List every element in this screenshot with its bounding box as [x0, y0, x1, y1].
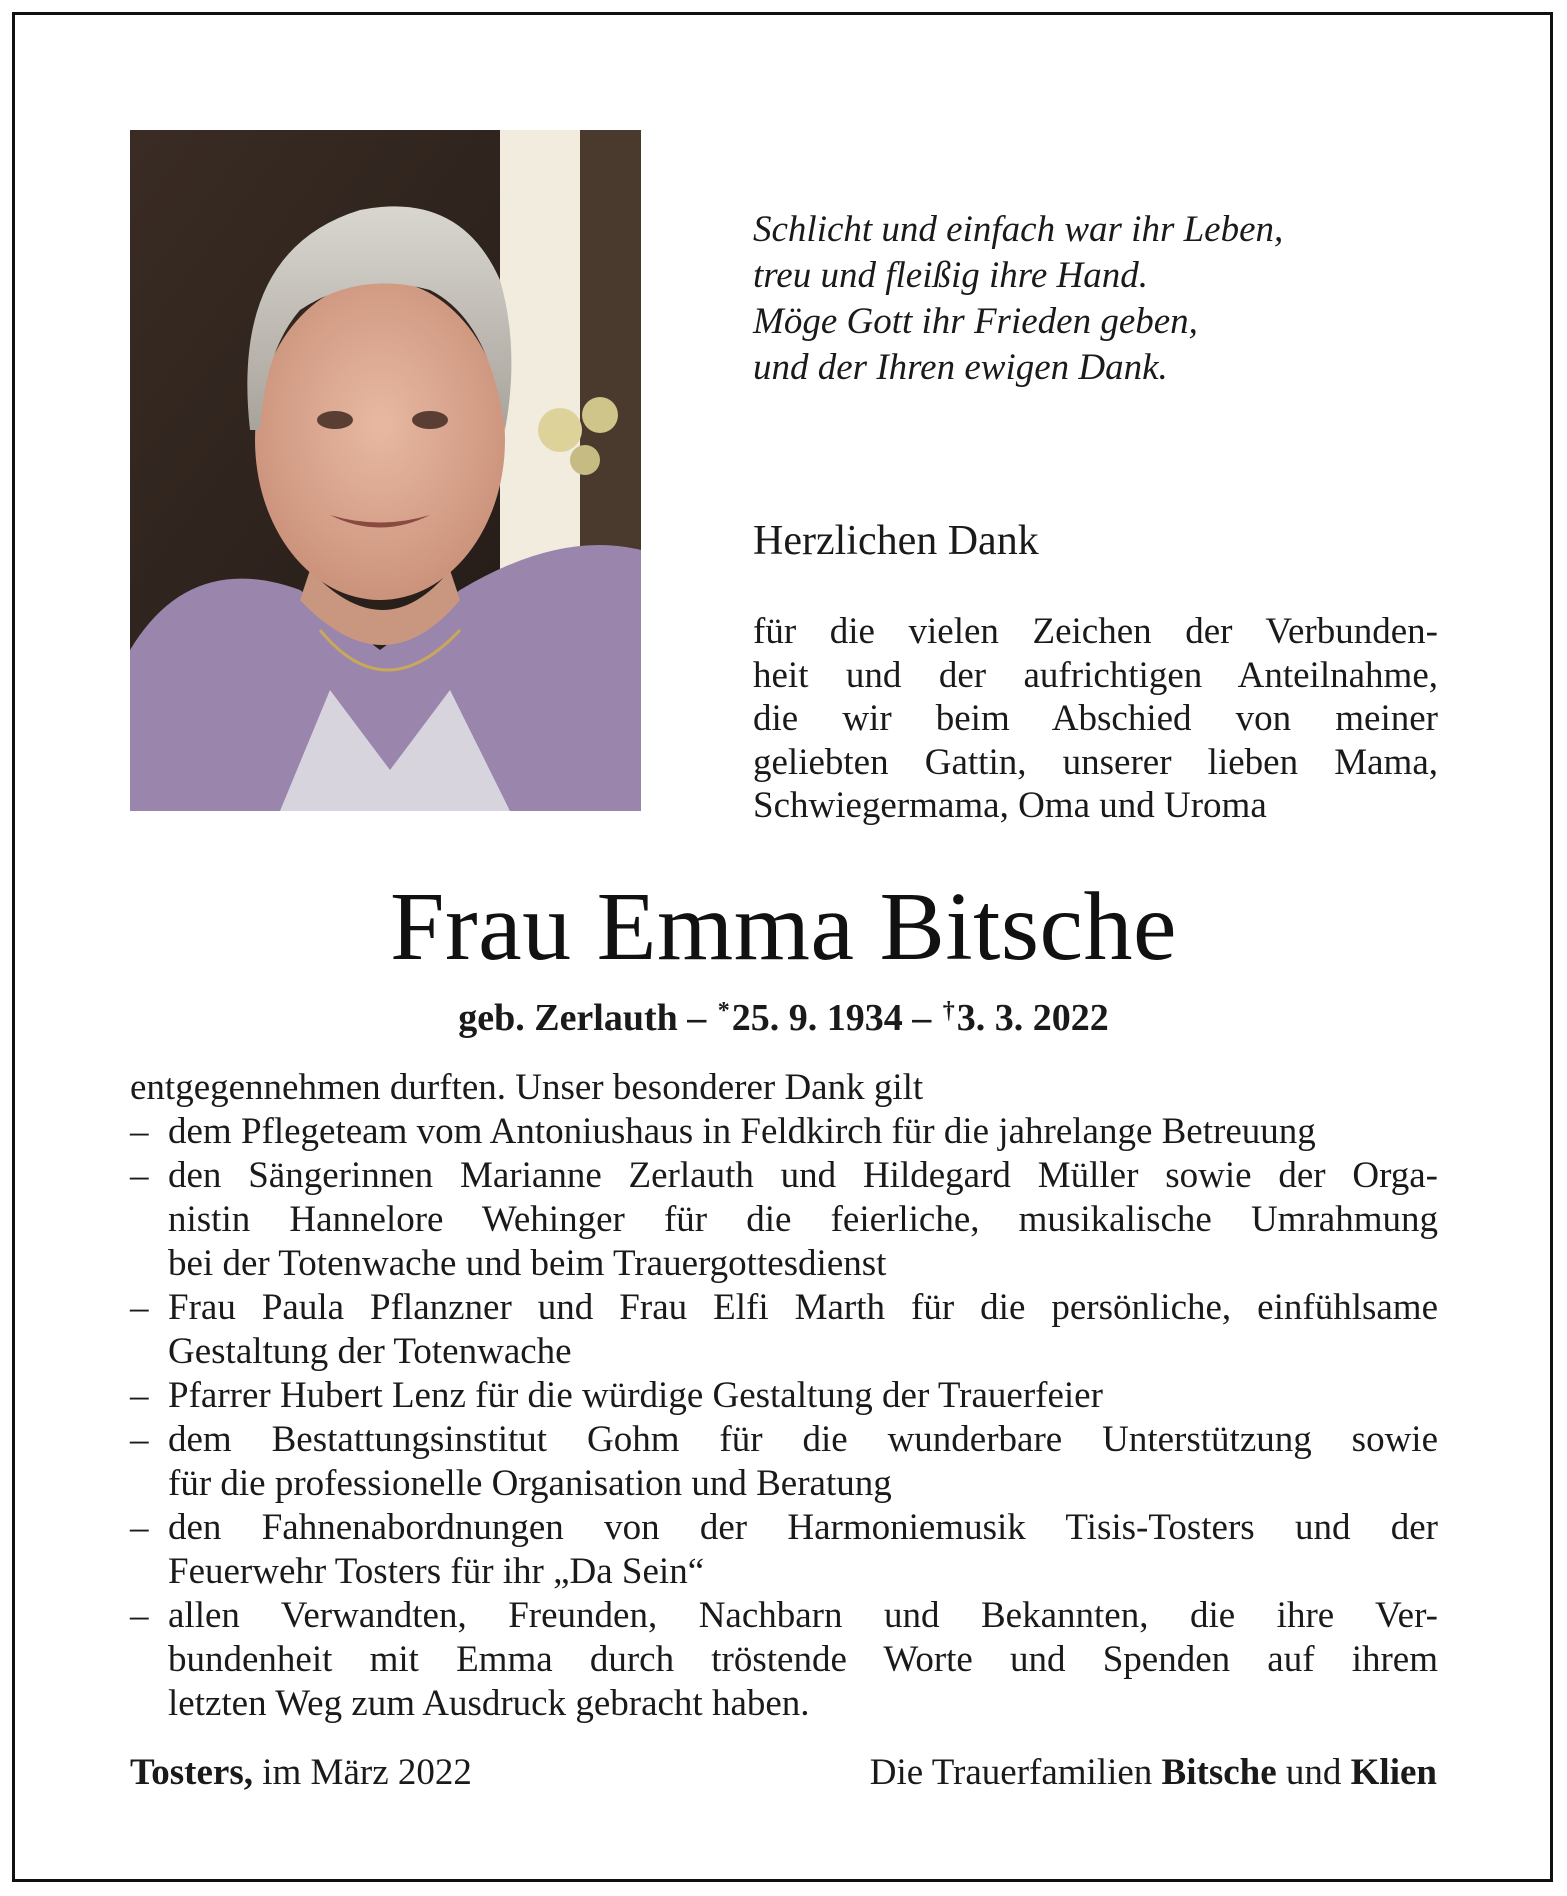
family-name: Bitsche [1161, 1752, 1277, 1793]
dash-bullet: – [130, 1287, 149, 1328]
list-item [130, 1286, 1438, 1374]
list-item-line: für die professionelle Organisation und Beratung [168, 1463, 892, 1504]
dash-bullet: – [130, 1375, 149, 1416]
list-item-line: Pfarrer Hubert Lenz für die würdige Gestaltung der Trauerfeier [168, 1375, 1103, 1416]
life-dates [0, 988, 1567, 1041]
thanks-list [130, 1066, 1438, 1726]
list-item [130, 1594, 1438, 1726]
list-item-line: den Fahnenabordnungen von der Harmoniemusik Tisis-Tosters und der [168, 1507, 1438, 1548]
list-item-line: Gestaltung der Totenwache [168, 1331, 572, 1372]
list-item-line: allen Verwandten, Freunden, Nachbarn und Bekannten, die ihre Ver- [168, 1595, 1438, 1636]
dash-bullet: – [130, 1111, 149, 1152]
poem-line: Schlicht und einfach war ihr Leben, [753, 209, 1284, 250]
list-item-line: den Sängerinnen Marianne Zerlauth und Hildegard Müller sowie der Orga- [168, 1155, 1438, 1196]
conjunction: und [1276, 1752, 1351, 1793]
thanks-line: Schwiegermama, Oma und Uroma [753, 785, 1267, 826]
portrait-photo [130, 130, 641, 811]
poem-line: und der Ihren ewigen Dank. [753, 347, 1168, 388]
separator: – [902, 997, 941, 1039]
thanks-line: heit und der aufrichtigen Anteilnahme, [753, 654, 1438, 696]
place-date [130, 1750, 472, 1796]
thanks-line: die wir beim Abschied von meiner [753, 698, 1438, 739]
list-item [130, 1418, 1438, 1506]
thanks-line: geliebten Gattin, unserer lieben Mama, [753, 741, 1438, 783]
death-date: 3. 3. 2022 [956, 997, 1109, 1039]
list-item [130, 1506, 1438, 1594]
deceased-name: Frau Emma Bitsche [390, 873, 1177, 981]
list-item-line: Feuerwehr Tosters für ihr „Da Sein“ [168, 1551, 705, 1592]
thanks-line: für die vielen Zeichen der Verbunden- [753, 611, 1438, 652]
list-item-line: bei der Totenwache und beim Trauergottesdienst [168, 1243, 887, 1284]
list-intro: entgegennehmen durften. Unser besonderer Dank gilt [130, 1067, 924, 1108]
poem-line: treu und fleißig ihre Hand. [753, 255, 1148, 296]
birth-symbol: * [717, 998, 730, 1024]
list-item [130, 1110, 1438, 1154]
dash-bullet: – [130, 1595, 149, 1636]
families-prefix: Die Trauerfamilien [869, 1752, 1162, 1793]
dash-bullet: – [130, 1507, 149, 1548]
family-name: Klien [1350, 1752, 1437, 1793]
dash-bullet: – [130, 1155, 149, 1196]
birth-date: 25. 9. 1934 [731, 997, 903, 1039]
place: Tosters, [130, 1752, 253, 1793]
poem [753, 207, 1453, 391]
birth-name: geb. Zerlauth [458, 997, 678, 1039]
thanks-paragraph [753, 610, 1438, 828]
date: im März 2022 [253, 1752, 472, 1793]
list-item-line: letzten Weg zum Ausdruck gebracht haben. [168, 1683, 810, 1724]
list-item [130, 1374, 1438, 1418]
list-item-line: dem Pflegeteam vom Antoniushaus in Feldkirch für die jahrelange Betreuung [168, 1111, 1316, 1152]
list-item-line: nistin Hannelore Wehinger für die feierliche, musikalische Umrahmung [168, 1199, 1438, 1240]
list-item-line: dem Bestattungsinstitut Gohm für die wunderbare Unterstützung sowie [168, 1419, 1438, 1460]
list-item-line: bundenheit mit Emma durch tröstende Worte und Spenden auf ihrem [168, 1639, 1438, 1680]
list-item [130, 1154, 1438, 1286]
separator: – [677, 997, 716, 1039]
poem-line: Möge Gott ihr Frieden geben, [753, 301, 1198, 342]
signature-families [870, 1750, 1437, 1796]
death-symbol: † [942, 998, 955, 1024]
dash-bullet: – [130, 1419, 149, 1460]
list-item-line: Frau Paula Pflanzner und Frau Elfi Marth für die persönliche, einfühlsame [168, 1287, 1438, 1328]
thanks-heading: Herzlichen Dank [753, 518, 1039, 564]
